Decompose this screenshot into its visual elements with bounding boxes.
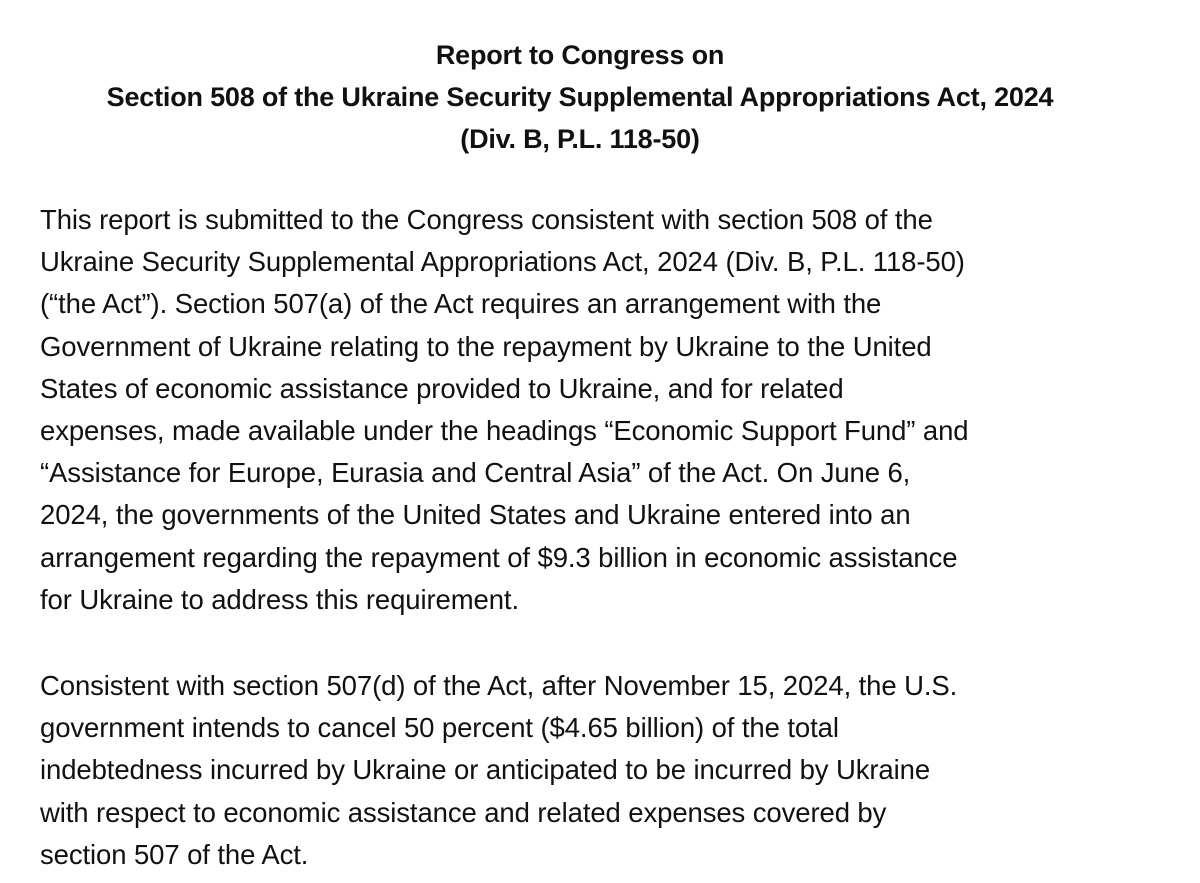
paragraph-line: 2024, the governments of the United States and Ukraine entered into an: [40, 499, 911, 531]
paragraph-line: States of economic assistance provided to Ukraine, and for related: [40, 372, 844, 404]
paragraph-line: (“the Act”). Section 507(a) of the Act requires an arrangement with the: [40, 288, 882, 320]
paragraph-line: This report is submitted to the Congress consistent with section 508 of the: [40, 204, 933, 235]
paragraph-line: Consistent with section 507(d) of the Act, after November 15, 2024, the U.S.: [40, 670, 958, 701]
paragraph-line: section 507 of the Act.: [40, 838, 309, 870]
paragraph-line: indebtedness incurred by Ukraine or anticipated to be incurred by Ukraine: [40, 754, 931, 786]
paragraph-line: “Assistance for Europe, Eurasia and Central Asia” of the Act. On June 6,: [40, 457, 911, 489]
paragraph-cancellation: [40, 665, 1180, 876]
paragraph-line: government intends to cancel 50 percent ($4.65 billion) of the total: [40, 712, 839, 744]
title-line: Section 508 of the Ukraine Security Supplemental Appropriations Act, 2024: [106, 82, 1054, 112]
report-title: [0, 34, 1160, 160]
paragraph-line: Government of Ukraine relating to the repayment by Ukraine to the United: [40, 330, 932, 362]
title-line: (Div. B, P.L. 118-50): [460, 124, 700, 154]
title-line: Report to Congress on: [435, 40, 725, 70]
paragraph-intro: [40, 199, 1180, 621]
paragraph-line: for Ukraine to address this requirement.: [40, 583, 519, 615]
paragraph-line: arrangement regarding the repayment of $9.3 billion in economic assistance: [40, 541, 958, 573]
paragraph-line: expenses, made available under the headings “Economic Support Fund” and: [40, 415, 969, 447]
paragraph-line: with respect to economic assistance and related expenses covered by: [40, 796, 887, 828]
paragraph-line: Ukraine Security Supplemental Appropriations Act, 2024 (Div. B, P.L. 118-50): [40, 246, 965, 278]
